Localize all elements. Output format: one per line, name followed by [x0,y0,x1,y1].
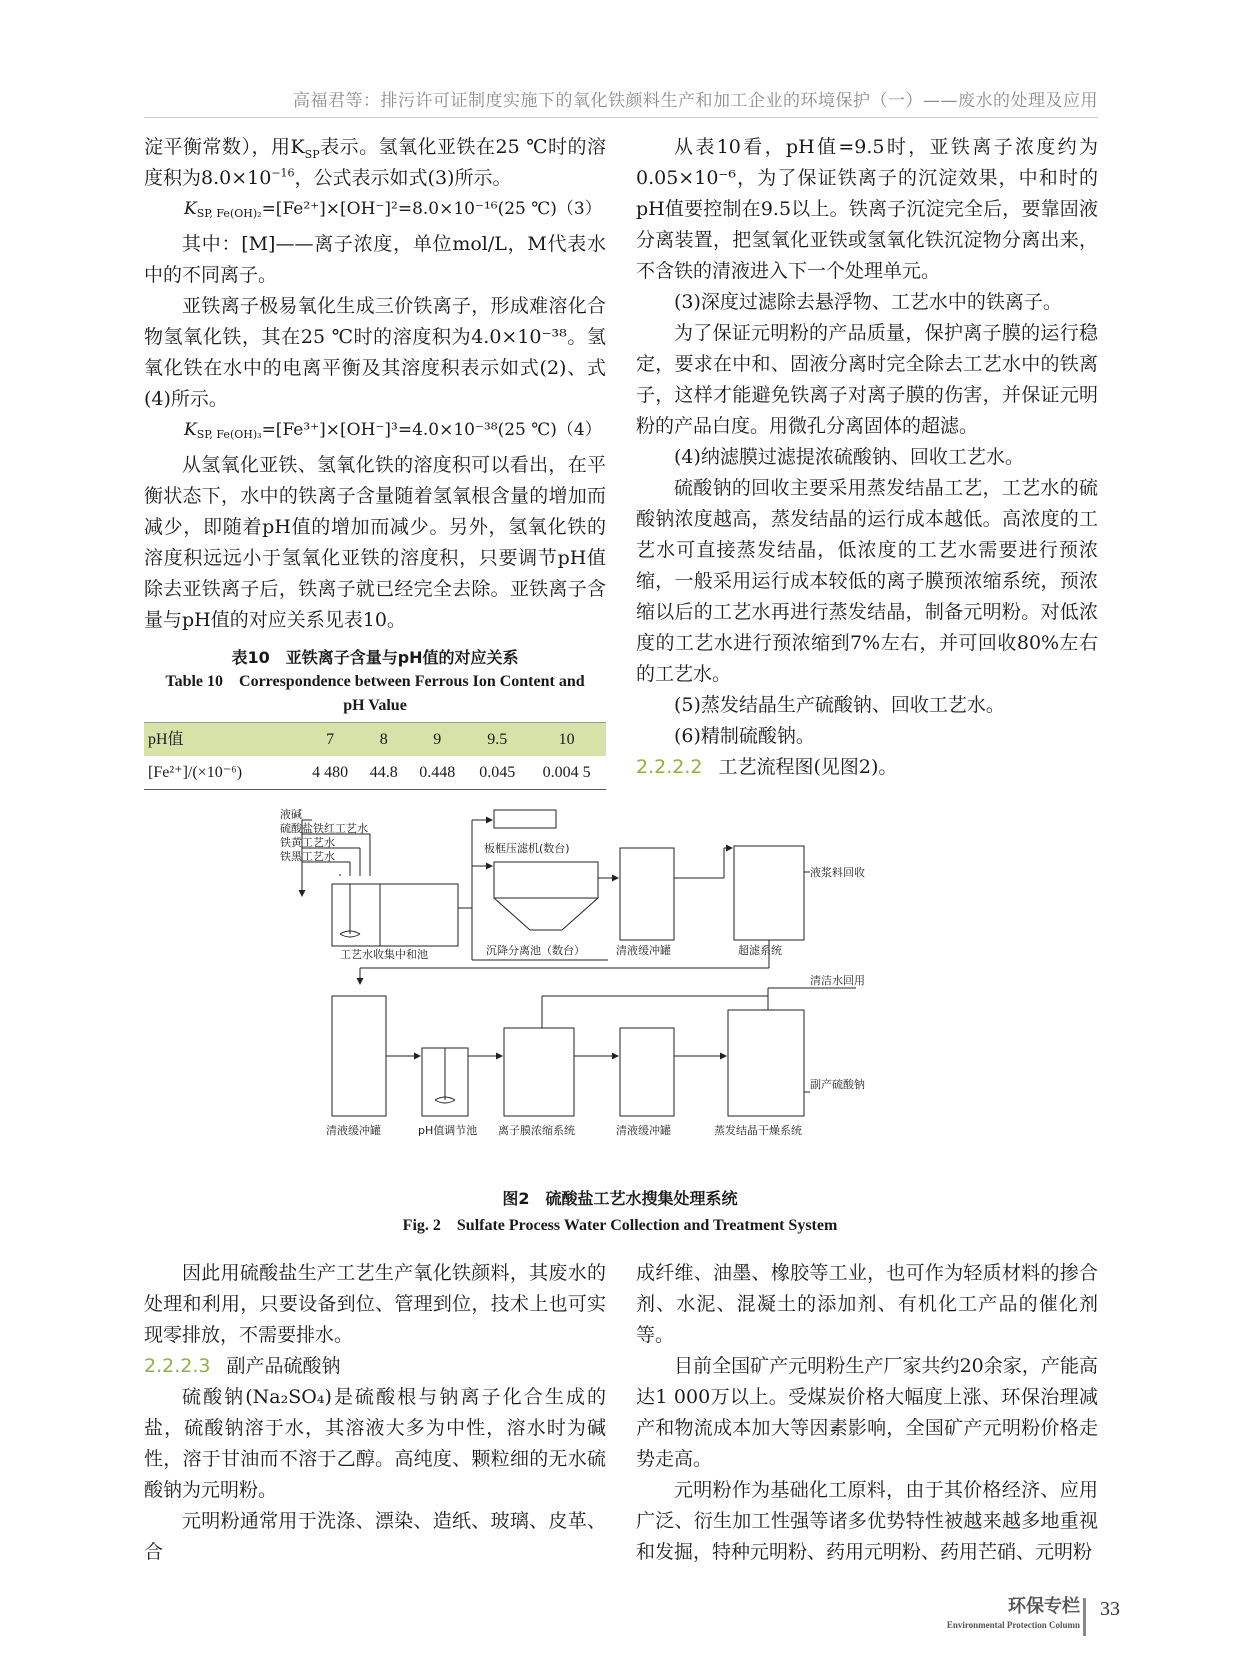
header-divider [144,117,1098,118]
section-title: 副产品硫酸钠 [226,1355,341,1377]
section-title: 工艺流程图(见图2)。 [718,756,898,778]
slurry-label: 液浆料回收 [810,866,865,879]
section-heading [636,752,1098,783]
left-column-bottom [144,1258,606,1568]
table-header-cell: 9.5 [467,723,527,757]
table-header-cell: 9 [407,723,467,757]
formula-subscript: SP, Fe(OH)₃ [196,428,262,441]
text-run: 表示。氢氧化亚铁在25 ℃时的溶度积为8.0×10 [144,136,606,189]
subscript: SP [304,147,320,161]
buffer-label: 清液缓冲罐 [326,1124,381,1137]
column-name [860,1596,1080,1632]
formula-body: =[Fe³⁺]×[OH⁻]³=4.0×10⁻³⁸(25 ℃)（4） [261,420,602,440]
figure-caption-cn: 图2 硫酸盐工艺水搜集处理系统 [502,1189,738,1208]
flow-diagram-svg [270,808,930,1180]
footer-divider [1083,1598,1086,1636]
paragraph: (6)精制硫酸钠。 [674,725,815,747]
ph-label: pH值调节池 [418,1124,478,1137]
table-header-cell: pH值 [144,723,300,757]
paragraph: 从氢氧化亚铁、氢氧化铁的溶度积可以看出，在平衡状态下，水中的铁离子含量随着氢氧根含量的增加而减少，即随着pH值的增加而减少。另外，氢氧化铁的溶度积远远小于氢氧化亚铁的溶度积，只要调节pH值除去亚铁离子后，铁离子就已经完全去除。亚铁离子含量与pH值的对应关系见表10。 [144,454,606,631]
superscript: −16 [271,166,295,180]
settler-label: 沉降分离池（数台） [486,944,585,957]
paragraph: 亚铁离子极易氧化生成三价铁离子，形成难溶化合物氢氧化铁，其在25 ℃时的溶度积为4.0×10⁻³⁸。氢氧化铁在水中的电离平衡及其溶度积表示如式(2)、式(4)所示。 [144,295,606,410]
filter-press-label: 板框压滤机(数台) [484,842,570,855]
tank-label: 工艺水收集中和池 [340,948,428,961]
paragraph: 因此用硫酸盐生产工艺生产氧化铁颜料，其废水的处理和利用，只要设备到位、管理到位，技术上也可实现零排放，不需要排水。 [144,1262,606,1346]
page-header [0,0,1240,122]
table-caption-cn: 表10 亚铁离子含量与pH值的对应关系 [231,648,519,667]
paragraph: 其中：[M]——离子浓度，单位mol/L，M代表水中的不同离子。 [144,233,606,286]
table-cell: 44.8 [360,756,407,790]
clean-water-label: 清洁水回用 [810,974,865,987]
buffer-tank-2 [332,996,386,1116]
filter-press [494,810,556,828]
uf-label: 超滤系统 [738,944,782,957]
ultrafiltration-system [734,846,804,940]
input-label: 铁黄工艺水 [280,836,335,849]
table-cell: 0.004 5 [527,756,606,790]
paragraph: 元明粉通常用于洗涤、漂染、造纸、玻璃、皮革、合 [144,1510,606,1563]
buffer-tank-3 [620,1028,674,1116]
table-header-cell: 7 [300,723,360,757]
buffer-label: 清液缓冲罐 [616,944,671,957]
page-number: 33 [1100,1598,1120,1620]
evap-label: 蒸发结晶干燥系统 [714,1124,802,1137]
table-header-row [144,723,606,757]
text-run: ，公式表示如式(3)所示。 [294,167,512,189]
paragraph: 为了保证元明粉的产品质量，保护离子膜的运行稳定，要求在中和、固液分离时完全除去工艺水中的铁离子，这样才能避免铁离子对离子膜的伤害，并保证元明粉的产品白度。用微孔分离固体的超滤。 [636,322,1098,437]
paragraph: 硫酸钠(Na₂SO₄)是硫酸根与钠离子化合生成的盐，硫酸钠溶于水，其溶液大多为中性，溶水时为碱性，溶于甘油而不溶于乙醇。高纯度、颗粒细的无水硫酸钠为元明粉。 [144,1386,606,1501]
paragraph [144,132,606,194]
formula-subscript: SP, Fe(OH)₂ [196,207,262,220]
table-cell: 0.045 [467,756,527,790]
figure-caption-en: Fig. 2 Sulfate Process Water Collection and Treatment System [402,1217,838,1234]
formula-symbol: K [184,420,197,440]
table-caption-en: Table 10 Correspondence between Ferrous Ion Content and pH Value [165,673,585,714]
formula-body: =[Fe²⁺]×[OH⁻]²=8.0×10⁻¹⁶(25 ℃)（3） [261,199,602,219]
paragraph: (3)深度过滤除去悬浮物、工艺水中的铁离子。 [674,291,1062,313]
table-cell: 4 480 [300,756,360,790]
buffer-label: 清液缓冲罐 [616,1124,671,1137]
paragraph: 目前全国矿产元明粉生产厂家共约20余家，产能高达1 000万以上。受煤炭价格大幅度上涨、环保治理减产和物流成本加大等因素影响，全国矿产元明粉价格走势走高。 [636,1355,1098,1470]
table-cell: 0.448 [407,756,467,790]
text-run: 淀平衡常数），用K [144,136,305,158]
running-title: 高福君等：排污许可证制度实施下的氧化铁颜料生产和加工企业的环境保护（一）——废水的处理及应用 [293,91,1098,111]
paragraph: 从表10看，pH值=9.5时，亚铁离子浓度约为0.05×10⁻⁶，为了保证铁离子的沉淀效果，中和时的pH值要控制在9.5以上。铁离子沉淀完全后，要靠固液分离装置，把氢氧化亚铁或氢氧化铁沉淀物分离出来，不含铁的清液进入下一个处理单元。 [636,136,1098,282]
table-header-cell: 10 [527,723,606,757]
ion-membrane-system [504,1028,574,1116]
section-heading [144,1351,606,1382]
section-number: 2.2.2.2 [636,756,703,778]
section-number: 2.2.2.3 [144,1355,211,1377]
table-row [144,756,606,790]
column-title-cn: 环保专栏 [1008,1596,1080,1617]
input-label: 液碱 [280,808,302,821]
diagram-labels [280,808,865,1137]
paragraph: 硫酸钠的回收主要采用蒸发结晶工艺，工艺水的硫酸钠浓度越高，蒸发结晶的运行成本越低。高浓度的工艺水可直接蒸发结晶，低浓度的工艺水需要进行预浓缩，一般采用运行成本较低的离子膜预浓缩系统，预浓缩以后的工艺水再进行蒸发结晶，制备元明粉。对低浓度的工艺水进行预浓缩到7%左右，并可回收80%左右的工艺水。 [636,477,1098,685]
right-column-bottom [636,1258,1098,1568]
membrane-label: 离子膜浓缩系统 [498,1124,575,1137]
byproduct-label: 副产硫酸钠 [810,1078,865,1091]
table-header-cell: 8 [360,723,407,757]
column-title-en: Environmental Protection Column [946,1620,1080,1630]
input-label: 硫酸盐铁红工艺水 [280,822,368,835]
right-column [636,132,1098,783]
table-cell: [Fe²⁺]/(×10⁻⁶) [144,756,300,790]
buffer-tank-1 [620,848,674,940]
evaporation-system [728,1010,804,1116]
formula-symbol: K [184,199,197,219]
formula-3 [144,194,606,229]
settling-tank [494,862,598,898]
paragraph: 成纤维、油墨、橡胶等工业，也可作为轻质材料的掺合剂、水泥、混凝土的添加剂、有机化工产品的催化剂等。 [636,1262,1098,1346]
paragraph: (4)纳滤膜过滤提浓硫酸钠、回收工艺水。 [674,446,1024,468]
data-table [144,722,606,790]
formula-4 [144,415,606,450]
flow-diagram [270,808,930,1180]
paragraph: 元明粉作为基础化工原料，由于其价格经济、应用广泛、衍生加工性强等诸多优势特性被越来越多地重视和发掘，特种元明粉、药用元明粉、药用芒硝、元明粉 [636,1479,1098,1563]
paragraph: (5)蒸发结晶生产硫酸钠、回收工艺水。 [674,694,1005,716]
input-label: 铁黑工艺水 [280,850,335,863]
left-column [144,132,606,790]
